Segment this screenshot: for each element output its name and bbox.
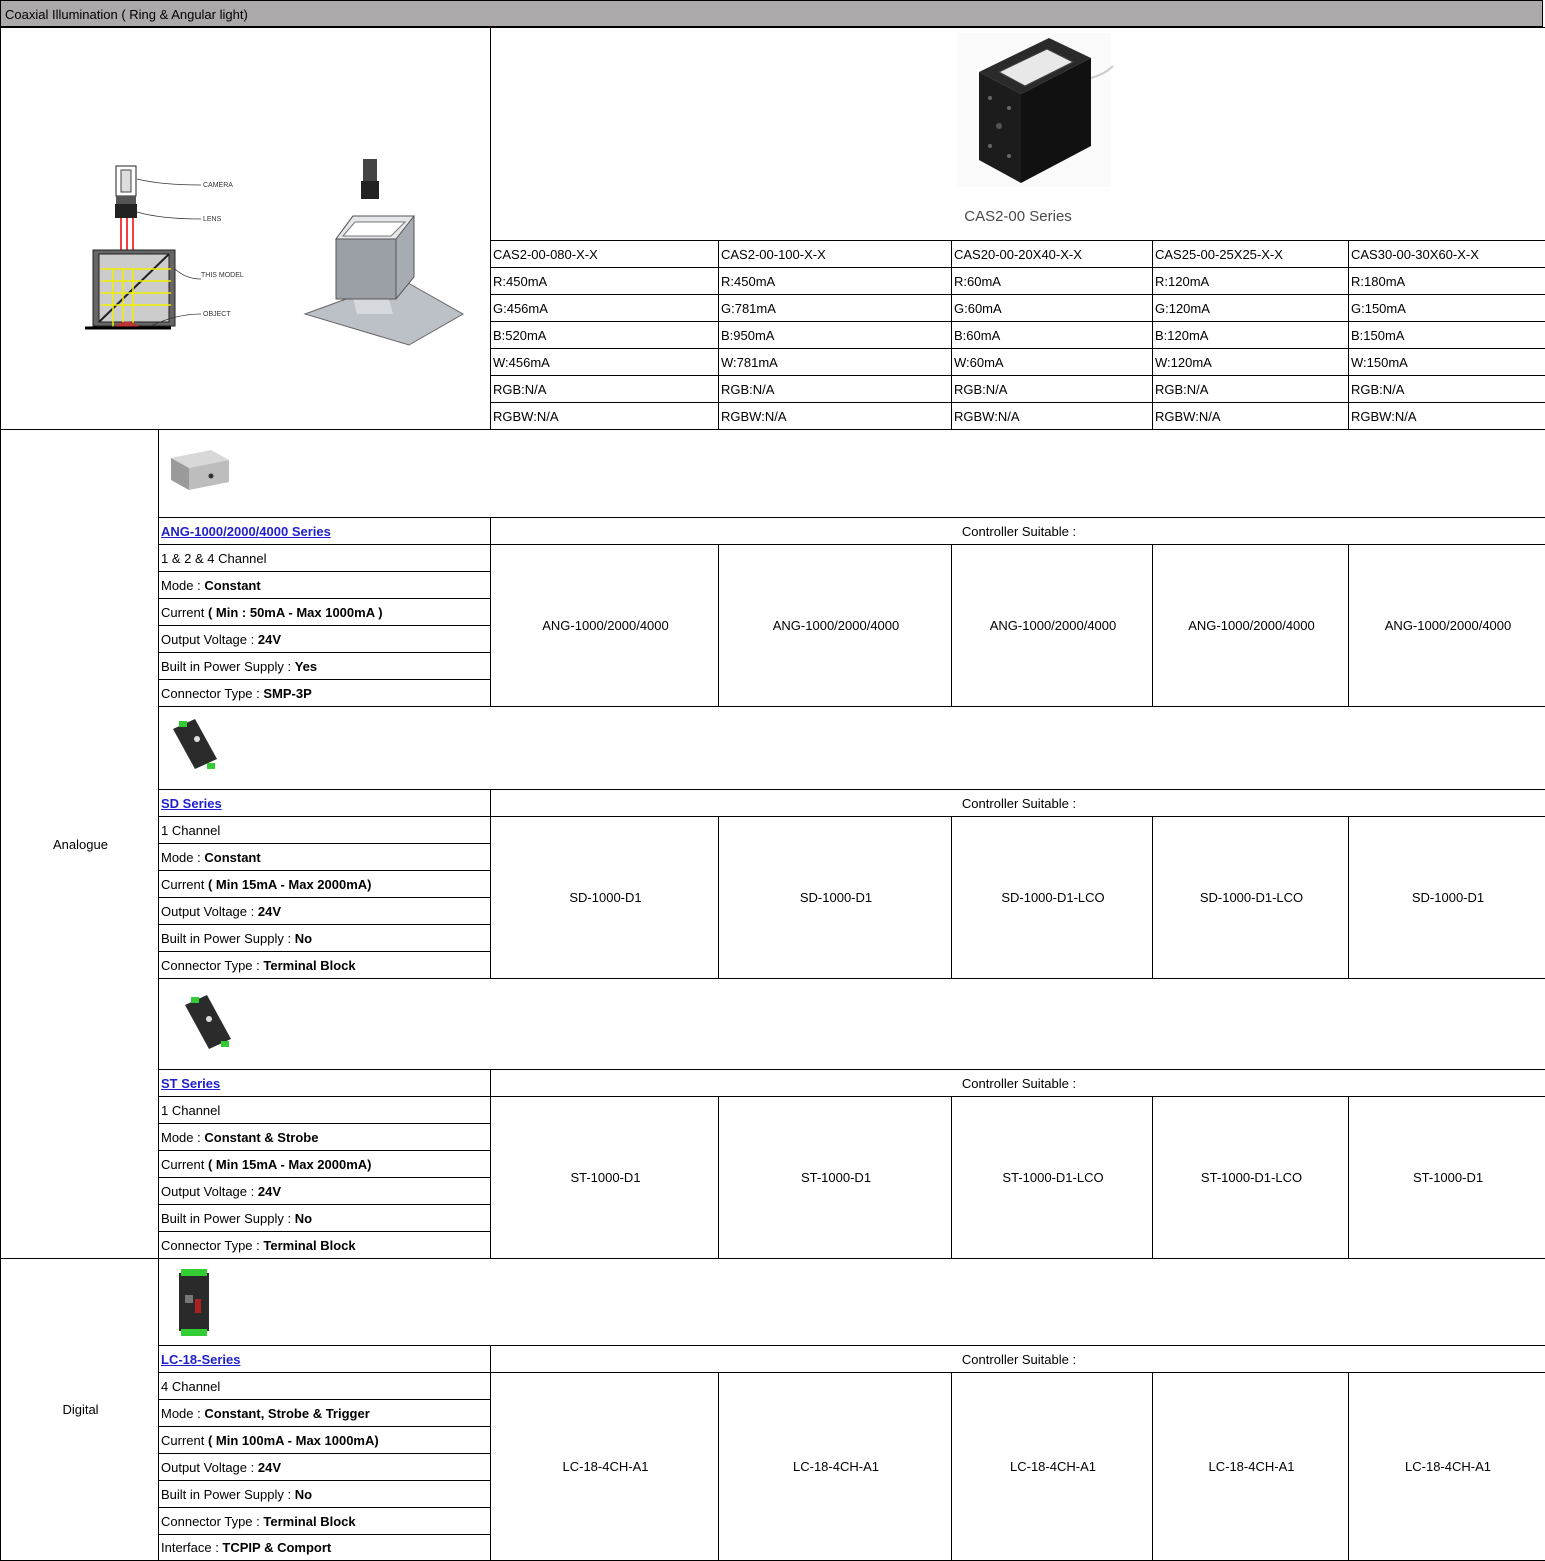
spec-interface: Interface : TCPIP & Comport [159, 1535, 491, 1561]
suitable-cell: ST-1000-D1 [719, 1097, 952, 1259]
diagram-label-this: THIS MODEL [201, 272, 244, 279]
spec-connector: Connector Type : SMP-3P [159, 680, 491, 707]
model-red-current: R:120mA [1153, 268, 1349, 295]
spec-voltage: Output Voltage : 24V [159, 626, 491, 653]
spec-power-supply: Built in Power Supply : No [159, 1205, 491, 1232]
model-rgb-current: RGB:N/A [952, 376, 1153, 403]
model-white-current: W:60mA [952, 349, 1153, 376]
suitable-cell: SD-1000-D1 [719, 817, 952, 979]
controller-series-link[interactable]: LC-18-Series [159, 1346, 491, 1373]
suitable-cell: ST-1000-D1 [1349, 1097, 1545, 1259]
spec-connector: Connector Type : Terminal Block [159, 1508, 491, 1535]
controller-series-link[interactable]: ANG-1000/2000/4000 Series [159, 518, 491, 545]
diagram-label-lens: LENS [203, 216, 222, 223]
model-name: CAS2-00-080-X-X [491, 241, 719, 268]
sd-controller-image [159, 707, 239, 789]
model-green-current: G:120mA [1153, 295, 1349, 322]
spec-current: Current ( Min : 50mA - Max 1000mA ) [159, 599, 491, 626]
spec-mode: Mode : Constant [159, 572, 491, 599]
model-blue-current: B:60mA [952, 322, 1153, 349]
model-blue-current: B:950mA [719, 322, 952, 349]
diagram-label-object: OBJECT [203, 311, 231, 318]
spec-voltage: Output Voltage : 24V [159, 898, 491, 925]
controller-image-cell [159, 1259, 1545, 1346]
model-rgb-current: RGB:N/A [491, 376, 719, 403]
suitable-cell: ST-1000-D1-LCO [952, 1097, 1153, 1259]
model-rgbw-current: RGBW:N/A [1349, 403, 1545, 430]
model-name: CAS30-00-30X60-X-X [1349, 241, 1545, 268]
category-digital: Digital [1, 1259, 159, 1561]
suitable-cell: SD-1000-D1-LCO [952, 817, 1153, 979]
controller-suitable-label: Controller Suitable : [491, 1346, 1545, 1373]
suitable-cell: LC-18-4CH-A1 [491, 1373, 719, 1561]
suitable-cell: ANG-1000/2000/4000 [491, 545, 719, 707]
spec-power-supply: Built in Power Supply : Yes [159, 653, 491, 680]
controller-image-cell [159, 707, 1545, 790]
product-image-cell [491, 28, 1545, 241]
product-series-caption: CAS2-00 Series [491, 208, 1545, 225]
sheet-title: Coaxial Illumination ( Ring & Angular light) [0, 0, 1543, 27]
suitable-cell: LC-18-4CH-A1 [719, 1373, 952, 1561]
coaxial-diagram [1, 29, 489, 429]
spec-voltage: Output Voltage : 24V [159, 1454, 491, 1481]
suitable-cell: LC-18-4CH-A1 [1153, 1373, 1349, 1561]
spec-channel: 1 & 2 & 4 Channel [159, 545, 491, 572]
controller-image-cell [159, 430, 1545, 518]
spec-power-supply: Built in Power Supply : No [159, 925, 491, 952]
model-rgb-current: RGB:N/A [1349, 376, 1545, 403]
model-white-current: W:150mA [1349, 349, 1545, 376]
spec-connector: Connector Type : Terminal Block [159, 952, 491, 979]
suitable-cell: ST-1000-D1 [491, 1097, 719, 1259]
spec-mode: Mode : Constant & Strobe [159, 1124, 491, 1151]
model-red-current: R:60mA [952, 268, 1153, 295]
model-white-current: W:781mA [719, 349, 952, 376]
model-blue-current: B:150mA [1349, 322, 1545, 349]
spec-channel: 1 Channel [159, 817, 491, 844]
product-table [0, 27, 1545, 1561]
model-blue-current: B:120mA [1153, 322, 1349, 349]
spec-mode: Mode : Constant [159, 844, 491, 871]
model-green-current: G:150mA [1349, 295, 1545, 322]
suitable-cell: LC-18-4CH-A1 [1349, 1373, 1545, 1561]
controller-suitable-label: Controller Suitable : [491, 1070, 1545, 1097]
suitable-cell: SD-1000-D1 [491, 817, 719, 979]
lc18-controller-image [159, 1259, 239, 1345]
model-rgbw-current: RGBW:N/A [491, 403, 719, 430]
model-white-current: W:456mA [491, 349, 719, 376]
controller-image-cell [159, 979, 1545, 1070]
spec-channel: 4 Channel [159, 1373, 491, 1400]
spec-power-supply: Built in Power Supply : No [159, 1481, 491, 1508]
model-green-current: G:456mA [491, 295, 719, 322]
suitable-cell: ST-1000-D1-LCO [1153, 1097, 1349, 1259]
controller-suitable-label: Controller Suitable : [491, 518, 1545, 545]
model-rgbw-current: RGBW:N/A [1153, 403, 1349, 430]
diagram-cell [1, 28, 491, 430]
spec-current: Current ( Min 15mA - Max 2000mA) [159, 871, 491, 898]
model-blue-current: B:520mA [491, 322, 719, 349]
suitable-cell: ANG-1000/2000/4000 [1349, 545, 1545, 707]
suitable-cell: ANG-1000/2000/4000 [719, 545, 952, 707]
spec-voltage: Output Voltage : 24V [159, 1178, 491, 1205]
model-green-current: G:781mA [719, 295, 952, 322]
st-controller-image [159, 979, 239, 1069]
spec-connector: Connector Type : Terminal Block [159, 1232, 491, 1259]
controller-series-link[interactable]: SD Series [159, 790, 491, 817]
suitable-cell: ANG-1000/2000/4000 [1153, 545, 1349, 707]
camera-icon [115, 166, 137, 218]
model-name: CAS25-00-25X25-X-X [1153, 241, 1349, 268]
suitable-cell: LC-18-4CH-A1 [952, 1373, 1153, 1561]
model-rgbw-current: RGBW:N/A [719, 403, 952, 430]
spec-mode: Mode : Constant, Strobe & Trigger [159, 1400, 491, 1427]
spec-current: Current ( Min 15mA - Max 2000mA) [159, 1151, 491, 1178]
model-rgbw-current: RGBW:N/A [952, 403, 1153, 430]
controller-suitable-label: Controller Suitable : [491, 790, 1545, 817]
category-analogue: Analogue [1, 430, 159, 1259]
model-red-current: R:180mA [1349, 268, 1545, 295]
diagram-label-camera: CAMERA [203, 182, 233, 189]
ang-controller-image [159, 430, 239, 517]
spec-channel: 1 Channel [159, 1097, 491, 1124]
suitable-cell: ANG-1000/2000/4000 [952, 545, 1153, 707]
spec-current: Current ( Min 100mA - Max 1000mA) [159, 1427, 491, 1454]
controller-series-link[interactable]: ST Series [159, 1070, 491, 1097]
model-red-current: R:450mA [491, 268, 719, 295]
model-rgb-current: RGB:N/A [719, 376, 952, 403]
model-green-current: G:60mA [952, 295, 1153, 322]
model-red-current: R:450mA [719, 268, 952, 295]
model-name: CAS20-00-20X40-X-X [952, 241, 1153, 268]
model-white-current: W:120mA [1153, 349, 1349, 376]
coaxial-3d-icon [305, 159, 463, 345]
model-rgb-current: RGB:N/A [1153, 376, 1349, 403]
suitable-cell: SD-1000-D1 [1349, 817, 1545, 979]
model-name: CAS2-00-100-X-X [719, 241, 952, 268]
suitable-cell: SD-1000-D1-LCO [1153, 817, 1349, 979]
